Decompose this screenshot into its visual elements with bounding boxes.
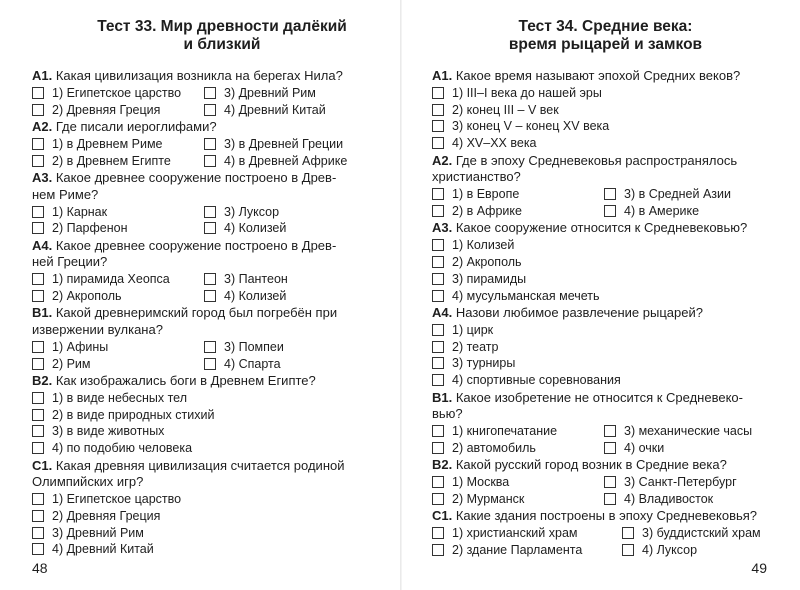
answer-checkbox[interactable] — [32, 290, 44, 302]
answer-checkbox[interactable] — [32, 409, 44, 421]
answer-checkbox[interactable] — [32, 493, 44, 505]
answer-checkbox[interactable] — [432, 442, 444, 454]
question-a2: А2. Где писали иероглифами? 1) в Древнем Риме 3) в Древней Греции 2) в Древнем Египте 4) в Древней Африке — [32, 119, 348, 168]
question-b1: В1. Какое изобретение не относится к Средневеко- вью? 1) книгопечатание 3) механические часы 2) автомобиль 4) очки — [432, 389, 753, 455]
answer-checkbox[interactable] — [432, 120, 444, 132]
answer-checkbox[interactable] — [32, 104, 44, 116]
left-page — [20, 0, 388, 590]
question-a2: А2. Где в эпоху Средневековья распространялось христианство? 1) в Европе 3) в Средней Азии 2) в Африке 4) в Америке — [432, 152, 738, 218]
answer-checkbox[interactable] — [432, 324, 444, 336]
answer-checkbox[interactable] — [432, 493, 444, 505]
question-c1: С1. Какая древняя цивилизация считается родиной Олимпийских игр? 1) Египетское царство 2) Древняя Греция 3) Древний Рим 4) Древний Китай — [32, 457, 345, 557]
question-a4: А4. Какое древнее сооружение построено в Древ- ней Греции? 1) пирамида Хеопса 3) Пантеон 2) Акрополь 4) Колизей — [32, 237, 337, 303]
answer-checkbox[interactable] — [432, 137, 444, 149]
question-c1: С1. Какие здания построены в эпоху Средневековья? 1) христианский храм 3) буддистский храм 2) здание Парламента 4) Луксор — [432, 508, 761, 558]
answer-checkbox[interactable] — [32, 543, 44, 555]
answer-checkbox[interactable] — [32, 155, 44, 167]
question-b1: В1. Какой древнеримский город был погребён при извержении вулкана? 1) Афины 3) Помпеи 2) Рим 4) Спарта — [32, 305, 338, 371]
right-page — [420, 0, 785, 590]
answer-checkbox[interactable] — [204, 273, 216, 285]
question-b2: В2. Какой русский город возник в Средние века? 1) Москва 3) Санкт-Петербург 2) Мурманск 4) Владивосток — [432, 457, 737, 506]
answer-checkbox[interactable] — [432, 256, 444, 268]
answer-checkbox[interactable] — [32, 222, 44, 234]
book-spine — [400, 0, 402, 590]
answer-checkbox[interactable] — [204, 138, 216, 150]
answer-checkbox[interactable] — [204, 104, 216, 116]
answer-checkbox[interactable] — [432, 273, 444, 285]
answer-checkbox[interactable] — [32, 527, 44, 539]
answer-checkbox[interactable] — [204, 87, 216, 99]
answer-checkbox[interactable] — [32, 392, 44, 404]
answer-checkbox[interactable] — [432, 374, 444, 386]
answer-checkbox[interactable] — [432, 341, 444, 353]
answer-checkbox[interactable] — [32, 87, 44, 99]
question-a1: А1. Какая цивилизация возникла на берегах Нила? 1) Египетское царство 3) Древний Рим 2) Древняя Греция 4) Древний Китай — [32, 68, 343, 117]
answer-checkbox[interactable] — [604, 442, 616, 454]
answer-checkbox[interactable] — [604, 188, 616, 200]
answer-checkbox[interactable] — [204, 222, 216, 234]
question-a1: А1. Какое время называют эпохой Средних веков? 1) III–I века до нашей эры 2) конец III – V век 3) конец V – конец XV века 4) XV–XX века — [432, 68, 741, 151]
page-number: 49 — [751, 560, 767, 576]
answer-checkbox[interactable] — [204, 358, 216, 370]
answer-checkbox[interactable] — [204, 290, 216, 302]
right-page-title: Тест 34. Средние века: время рыцарей и замков — [508, 18, 703, 53]
answer-checkbox[interactable] — [432, 357, 444, 369]
left-page-title: Тест 33. Мир древности далёкий и близкий — [97, 18, 347, 53]
answer-checkbox[interactable] — [432, 527, 444, 539]
answer-checkbox[interactable] — [32, 358, 44, 370]
answer-checkbox[interactable] — [32, 442, 44, 454]
answer-checkbox[interactable] — [604, 476, 616, 488]
answer-checkbox[interactable] — [432, 188, 444, 200]
answer-checkbox[interactable] — [622, 544, 634, 556]
answer-checkbox[interactable] — [432, 87, 444, 99]
answer-checkbox[interactable] — [432, 425, 444, 437]
answer-checkbox[interactable] — [204, 341, 216, 353]
answer-checkbox[interactable] — [622, 527, 634, 539]
answer-checkbox[interactable] — [32, 206, 44, 218]
question-a3: А3. Какое сооружение относится к Средневековью? 1) Колизей 2) Акрополь 3) пирамиды 4) мусульманская мечеть — [432, 220, 748, 303]
question-a3: А3. Какое древнее сооружение построено в Древ- нем Риме? 1) Карнак 3) Луксор 2) Парфенон 4) Колизей — [32, 170, 337, 236]
answer-checkbox[interactable] — [32, 425, 44, 437]
answer-checkbox[interactable] — [32, 273, 44, 285]
question-a4: А4. Назови любимое развлечение рыцарей? 1) цирк 2) театр 3) турниры 4) спортивные соревнования — [432, 304, 703, 388]
answer-checkbox[interactable] — [604, 205, 616, 217]
answer-checkbox[interactable] — [432, 544, 444, 556]
answer-checkbox[interactable] — [432, 290, 444, 302]
answer-checkbox[interactable] — [432, 205, 444, 217]
answer-checkbox[interactable] — [204, 206, 216, 218]
answer-checkbox[interactable] — [204, 155, 216, 167]
answer-checkbox[interactable] — [32, 510, 44, 522]
answer-checkbox[interactable] — [604, 493, 616, 505]
answer-checkbox[interactable] — [432, 104, 444, 116]
answer-checkbox[interactable] — [432, 476, 444, 488]
question-b2: В2. Как изображались боги в Древнем Египте? 1) в виде небесных тел 2) в виде природных стихий 3) в виде животных 4) по подобию человека — [32, 372, 316, 456]
answer-checkbox[interactable] — [32, 341, 44, 353]
answer-checkbox[interactable] — [432, 239, 444, 251]
answer-checkbox[interactable] — [604, 425, 616, 437]
answer-checkbox[interactable] — [32, 138, 44, 150]
page-number: 48 — [32, 560, 48, 576]
